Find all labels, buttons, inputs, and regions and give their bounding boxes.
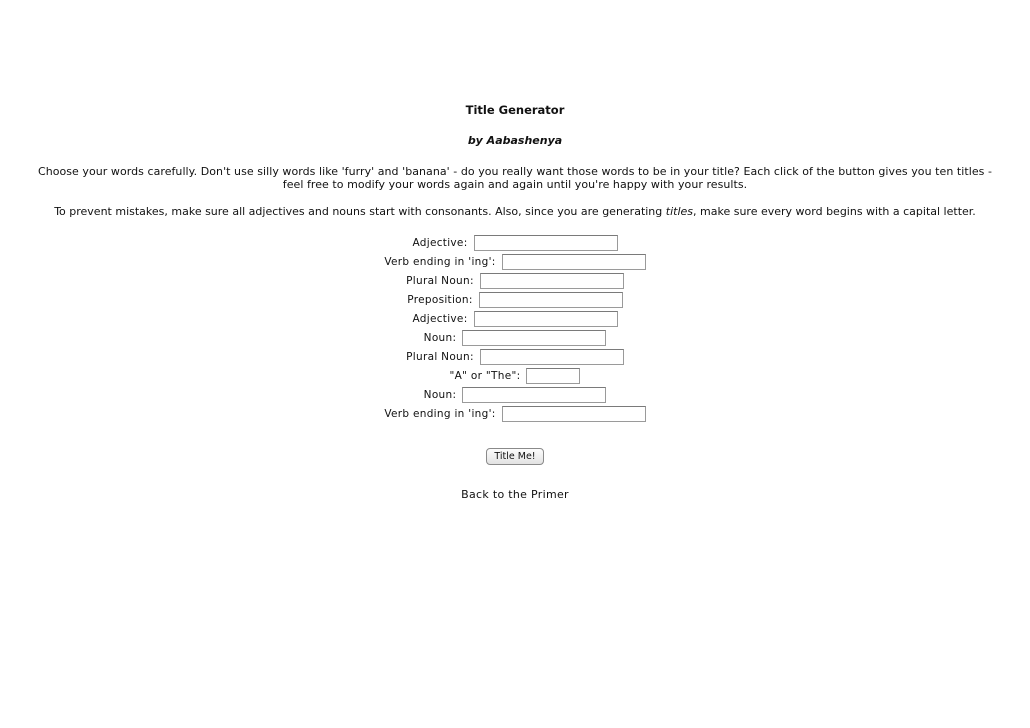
form-row-preposition xyxy=(0,290,1030,309)
author-byline: by Aabashenya xyxy=(467,134,563,147)
submit-container xyxy=(0,448,1030,465)
title-generator-form xyxy=(0,233,1030,423)
form-row-verb-ing-1 xyxy=(0,252,1030,271)
form-row-noun-1 xyxy=(0,328,1030,347)
form-row-plural-noun-2 xyxy=(0,347,1030,366)
form-row-noun-2 xyxy=(0,385,1030,404)
verb-ing-2-label: Verb ending in 'ing': xyxy=(384,407,496,420)
warning-emphasis: titles xyxy=(665,205,694,218)
warning-text-before: To prevent mistakes, make sure all adjectives and nouns start with consonants. Also, since you are generating xyxy=(54,205,666,218)
noun-1-input[interactable] xyxy=(462,330,606,346)
noun-2-input[interactable] xyxy=(462,387,606,403)
warning-text-after: , make sure every word begins with a capital letter. xyxy=(693,205,976,218)
warning-paragraph xyxy=(0,205,1030,218)
article-label: "A" or "The": xyxy=(449,369,521,382)
plural-noun-1-input[interactable] xyxy=(480,273,624,289)
form-row-plural-noun-1 xyxy=(0,271,1030,290)
form-row-verb-ing-2 xyxy=(0,404,1030,423)
form-row-adjective-2 xyxy=(0,309,1030,328)
adjective-1-input[interactable] xyxy=(474,235,618,251)
form-row-adjective-1 xyxy=(0,233,1030,252)
noun-1-label: Noun: xyxy=(423,331,457,344)
back-to-primer-link[interactable]: Back to the Primer xyxy=(461,488,569,501)
noun-2-label: Noun: xyxy=(423,388,457,401)
preposition-input[interactable] xyxy=(479,292,623,308)
page-title: Title Generator xyxy=(465,103,565,117)
plural-noun-2-label: Plural Noun: xyxy=(406,350,474,363)
adjective-1-label: Adjective: xyxy=(412,236,468,249)
article-input[interactable] xyxy=(526,368,580,384)
adjective-2-label: Adjective: xyxy=(412,312,468,325)
verb-ing-1-input[interactable] xyxy=(502,254,646,270)
plural-noun-2-input[interactable] xyxy=(480,349,624,365)
back-link-container xyxy=(0,488,1030,501)
plural-noun-1-label: Plural Noun: xyxy=(406,274,474,287)
intro-line-2: feel free to modify your words again and again until you're happy with your results. xyxy=(282,178,748,191)
intro-line-1: Choose your words carefully. Don't use silly words like 'furry' and 'banana' - do you really want those words to be in your title? Each click of the button gives you ten titles - xyxy=(37,165,993,178)
intro-paragraph xyxy=(0,165,1030,191)
form-row-article xyxy=(0,366,1030,385)
verb-ing-2-input[interactable] xyxy=(502,406,646,422)
verb-ing-1-label: Verb ending in 'ing': xyxy=(384,255,496,268)
adjective-2-input[interactable] xyxy=(474,311,618,327)
title-me-button[interactable]: Title Me! xyxy=(486,448,543,465)
preposition-label: Preposition: xyxy=(407,293,473,306)
